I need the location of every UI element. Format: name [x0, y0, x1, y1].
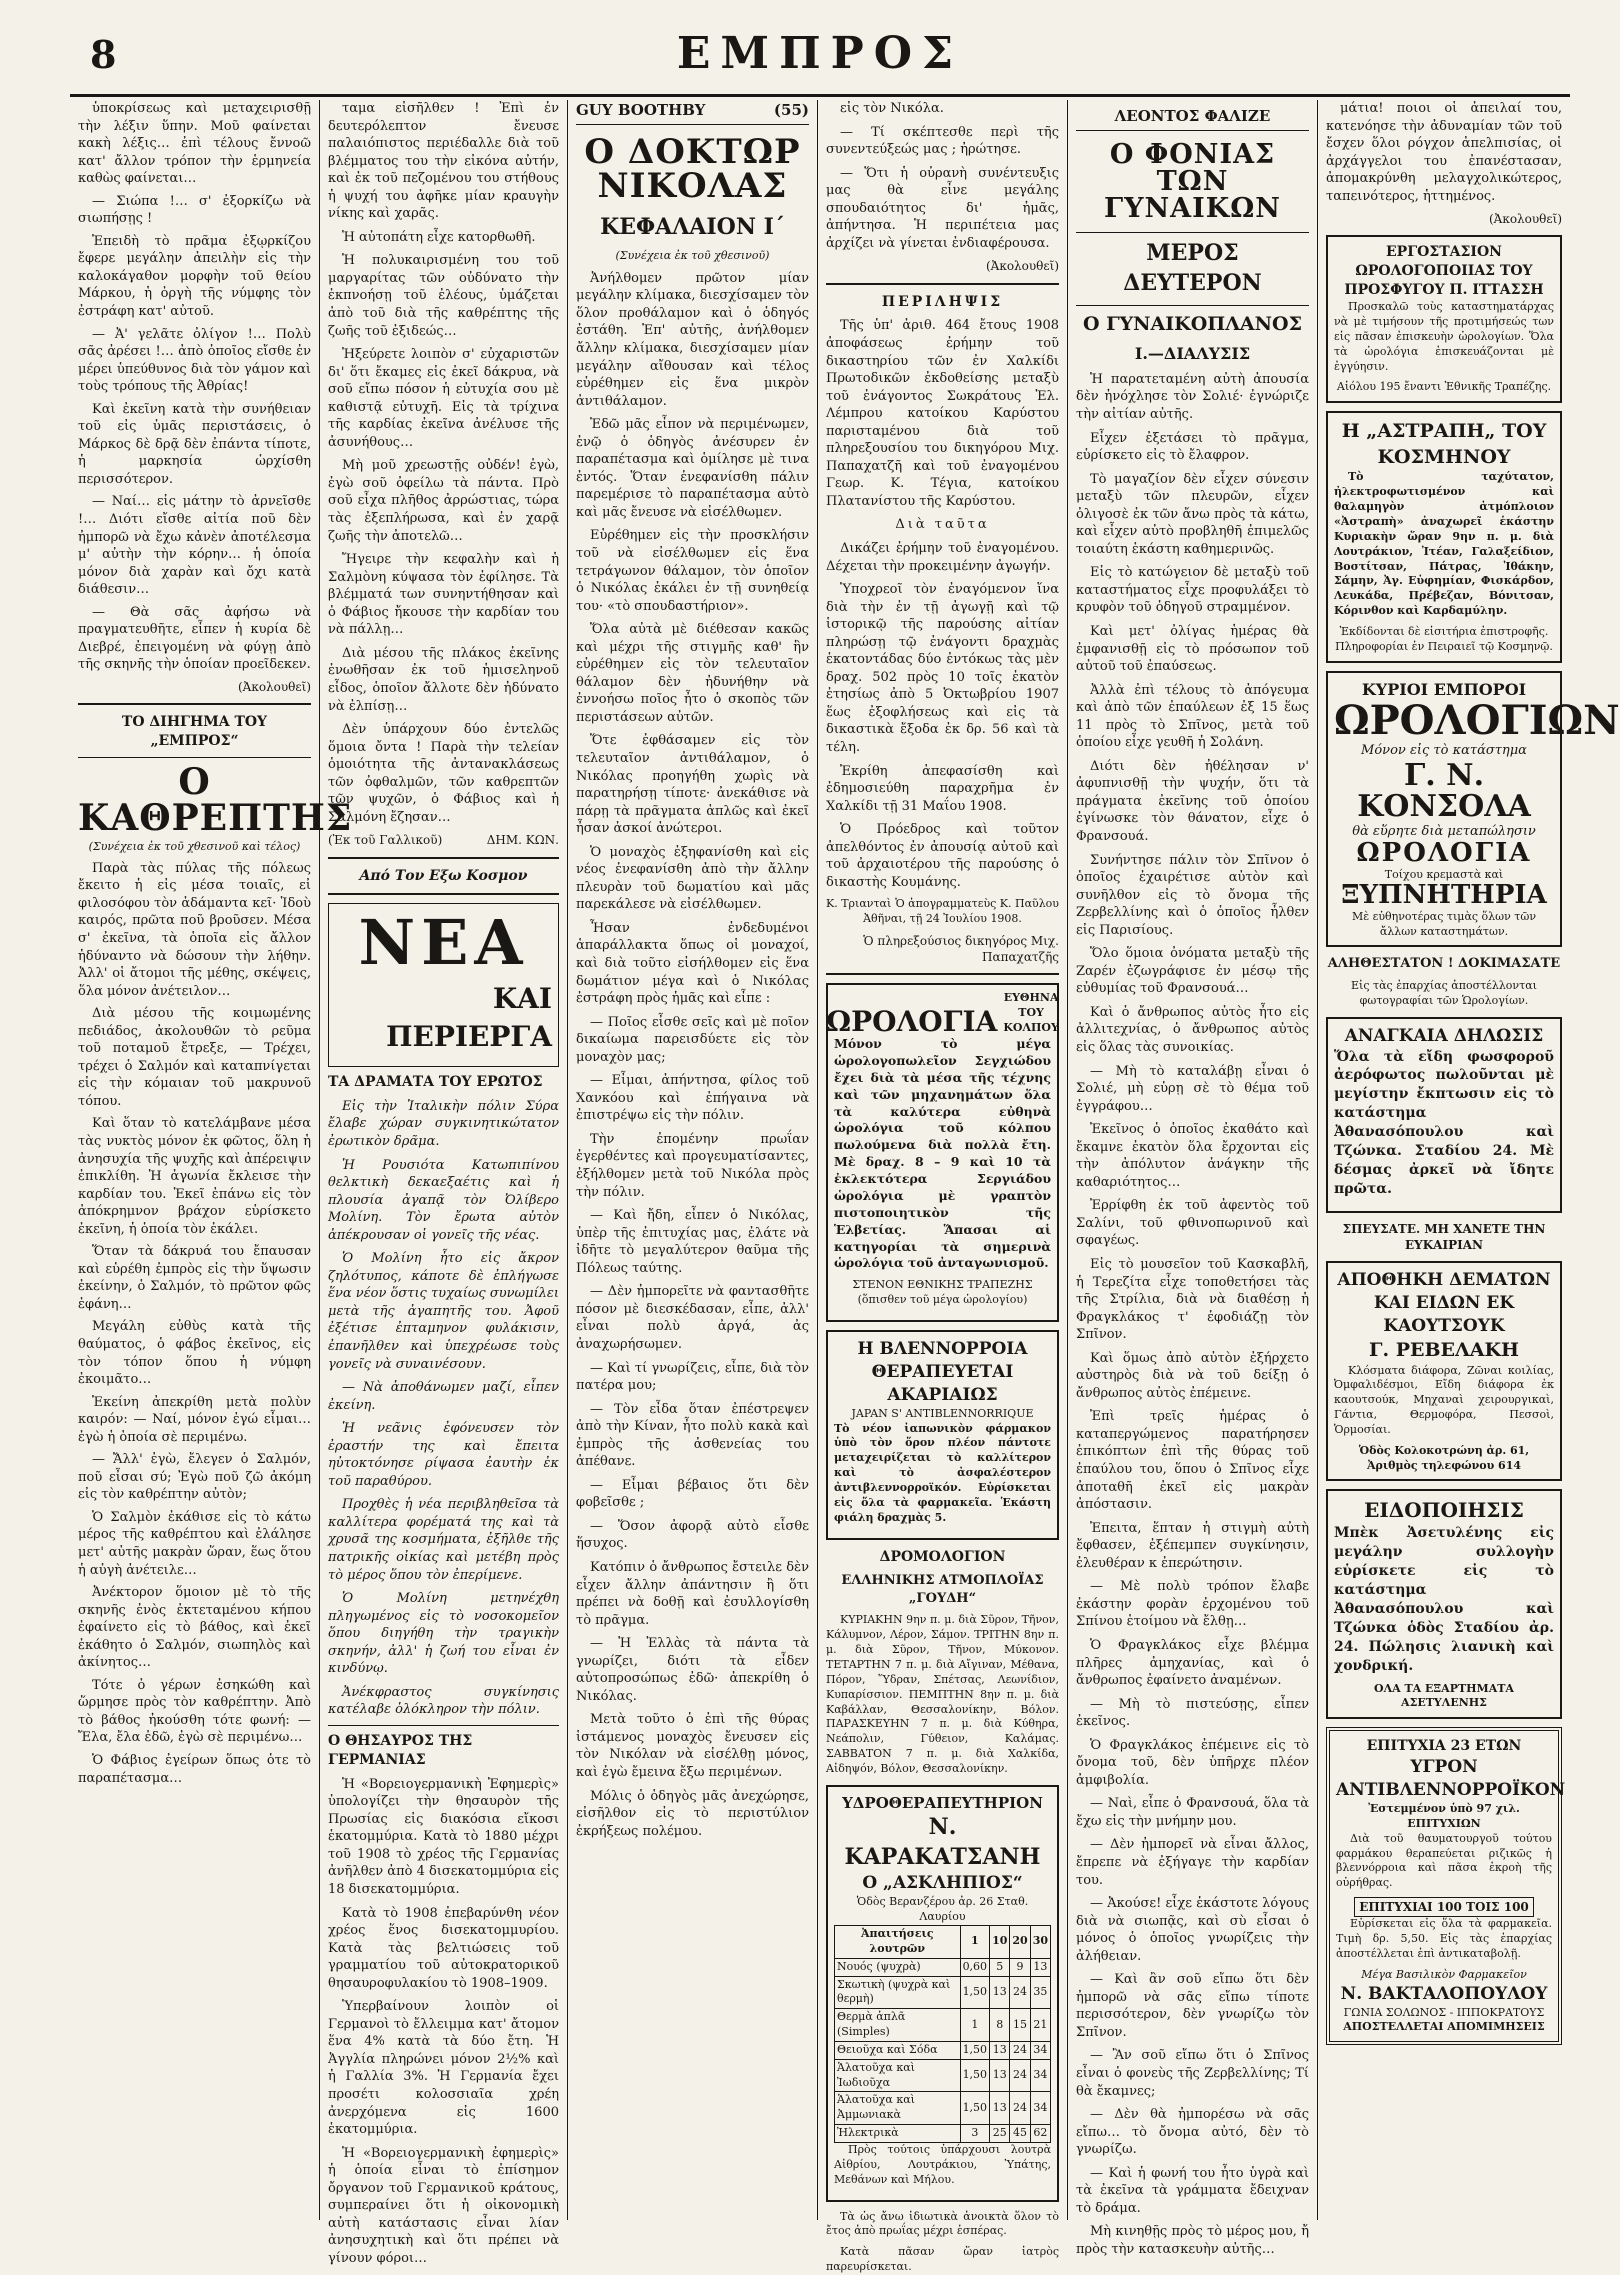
paragraph: — Σιώπα !… σ' ἐξορκίζω νὰ σιωπήσῃς ! — [78, 193, 311, 227]
serial-episode: (55) — [773, 101, 809, 119]
table-cell: 35 — [1030, 1976, 1050, 2009]
column-6 — [1318, 100, 1620, 2220]
ad-address: Ὁδὸς Βερανζέρου ἀρ. 26 Σταθ. Λαυρίου — [856, 1895, 1029, 1924]
table-cell: 1,50 — [960, 2041, 990, 2059]
paragraph: Εἰς τὸ κατώγειον δὲ μεταξὺ τοῦ καταστήματος εἶχε προφυλάξει τὸ κρυφὸν τοῦ ὁδηγοῦ στραμμένον. — [1076, 565, 1309, 616]
table-cell: 34 — [1030, 2092, 1050, 2125]
table-cell: 1,50 — [960, 2059, 990, 2092]
paragraph: Ἐρρίφθη ἐκ τοῦ ἀφεντὸς τοῦ Σαλίνι, τοῦ φθινοπωρινοῦ καὶ σφαγέως. — [1076, 1198, 1309, 1249]
paragraph: Ὁ Φραγκλάκος εἶχε βλέμμα πλῆρες ἀμηχανίας, καὶ ὁ ἄνθρωπος ἐφαίνετο ἀναμένων. — [1076, 1637, 1309, 1689]
paragraph: Ἐκεῖνος ὁ ὁποῖος ἐκαθάτο καὶ ἔκαμνε ἐκατὸν ὅλα ἔρχονται εἰς τὴν ἀπόλυτον ἀνάγκην τῆς καθαριότητος… — [1076, 1122, 1309, 1190]
paragraph: — Ἀκούσε! εἶχε ἑκάστοτε λόγους διὰ νὰ σιωπᾷς, καὶ σὺ εἶσαι ὁ μόνος ὁ ὁποῖος γνωρίζεις τὴν ἀλήθειαν. — [1076, 1896, 1309, 1964]
paragraph: — Καὶ ἤδη, εἶπεν ὁ Νικόλας, ὑπὲρ τῆς ἐπιτυχίας μας, ἐλάτε νὰ ἰδῆτε τὸ μεγαλύτερον θαῦμα τῆς Πόλεως ταύτης. — [576, 1208, 809, 1276]
ad-text: Τὸ νέον ἰαπωνικὸν φάρμακον ὑπὸ τὸν ὅρον πλέον πάντοτε μεταχειρίζεται τὸ καλλίτερον καὶ τὸ ἀσφαλέστερον ἀντιβλεννορροϊκόν. Εὑρίσκεται εἰς ὅλα τὰ φαρμακεῖα. Ἑκάστη φιάλη δραχμὰς 5. — [834, 1421, 1051, 1524]
section-subtitle: ΚΑΙ ΠΕΡΙΕΡΓΑ — [386, 982, 552, 1054]
table-header-cell: 30 — [1030, 1926, 1050, 1959]
table-cell: Ἠλεκτρικὰ — [835, 2125, 961, 2143]
ad-text: Μόνον τὸ μέγα ὡρολογοπωλεῖον Σεγχιώδου ἔχει διὰ τὰ μέσα τῆς τέχνης καὶ τῶν μηχανημάτων ὅλα τὰ καλύτερα εὐθηνὰ ὡρολόγια τοῦ κόλπου πωλούμενα διὰ πολλὰ ἔτη. Μὲ δραχ. 8 – 9 καὶ 10 τὰ ἐκλεκτότερα Σεργιάδου ὡρολόγια μὲ γραπτὸν πιστοποιητικὸν τῆς Ἑλβετίας. Ἅπασαι αἱ κατηγορίαι τὰ σημερινὰ ὡρολόγια τοῦ ἀνταγωνισμοῦ. — [834, 1036, 1051, 1271]
paragraph: Καὶ ἐκεῖνη κατὰ τὴν συνήθειαν τοῦ εἰς ὑμᾶς περιστάσεις, ὁ Μάρκος δὲ δρᾷ δὲν ἐπάντα τίποτε, ἡ μαρκησία ὡρχίσθη περισσότερον. — [78, 401, 311, 487]
paragraph: — Ποῖος εἶσθε σεῖς καὶ μὲ ποῖον δικαίωμα παρεισδύετε εἰς τὸν μοναχὸν μας; — [576, 1014, 809, 1065]
column-1 — [70, 100, 353, 2220]
serial-author: ΛΕΟΝΤΟΣ ΦΑΛΙΖΕ — [1076, 106, 1309, 131]
table-body — [835, 1958, 1051, 2142]
ad-name: Γ. ΡΕΒΕΛΑΚΗ — [1369, 1338, 1519, 1361]
ad-pretitle: ΚΥΡΙΟΙ ΕΜΠΟΡΟΙ — [1361, 679, 1527, 699]
paragraph: Ἀνήλθομεν πρῶτον μίαν μεγάλην κλίμακα, διεσχίσαμεν τὸν ὅλον προθάλαμον καὶ ὁ ὁδηγός ἐστάθη. Ἐπ' αὐτῆς, ἀνήλθομεν ἄλλην κλίμακα, διεσχίσαμεν μίαν μεγάλην αἴθουσαν καὶ τέλος εὑρέθημεν εἰς ἕνα μικρὸν ἀντιθάλαμον. — [576, 270, 809, 409]
ad-title: ΩΡΟΛΟΓΙΑ — [826, 1004, 998, 1038]
paragraph: Δικάζει ἐρήμην τοῦ ἐναγομένου. Δέχεται τὴν προκειμένην ἀγωγήν. — [826, 541, 1059, 574]
paragraph: Κατὰ πᾶσαν ὥραν ἰατρὸς παρευρίσκεται. — [826, 2245, 1059, 2274]
table-cell: 13 — [990, 1976, 1010, 2009]
place-date: Ἀθῆναι, τῇ 24 Ἰουλίου 1908. — [863, 912, 1022, 926]
paragraph: Ὅλο ὅμοια ὀνόματα μεταξὺ τῆς Ζαρέν ἐζωγράφισε ἐν μέσῳ τῆς εὐθυμίας τοῦ Φρανσουά… — [1076, 946, 1309, 997]
subtitle: Ο ΓΥΝΑΙΚΟΠΛΑΝΟΣ — [1082, 312, 1303, 335]
paragraph: Ὁ Φραγκλάκος ἐπέμεινε εἰς τὸ ὄνομα τοῦ, δὲν ὑπῆρχε πλέον ἀμφιβολία. — [1076, 1737, 1309, 1788]
table-row — [835, 2059, 1051, 2092]
table-row — [835, 2092, 1051, 2125]
divider — [1076, 232, 1309, 233]
ad-footer: Ἐκδίδονται δὲ εἰσιτήρια ἐπιστροφῆς. Πληροφορίαι ἐν Πειραιεῖ τῷ Κοσμηνῷ. — [1335, 624, 1553, 653]
table-header-cell: 10 — [990, 1926, 1010, 1959]
paragraph: — Δὲν ἠμπορεῖτε νὰ φαντασθῆτε πόσον μὲ διεσκέδασαν, εἶπε, ἀλλ' εἶναι πολὺ ἀργά, ἀς ἀναχωρήσωμεν. — [576, 1284, 809, 1352]
table-cell: 3 — [960, 2125, 990, 2143]
paragraph: μάτια! ποιοι οἱ ἀπειλαί του, κατενόησε τὴν ἀδυναμίαν τῶν τοῦ ἔσχεν ὅλοι ρόγχον ἀπελπισίας, οἱ ἀρχάγγελοι του ἐπανέστασαν, ἀπομακρύνθη μελαγχολικώτερος, ταπεινότερος, ἡττημένος. — [1326, 101, 1562, 204]
table-cell: 5 — [990, 1958, 1010, 1976]
paragraph: — Τί σκέπτεσθε περὶ τῆς συνεντεύξεώς μας ; ἠρώτησε. — [826, 124, 1059, 158]
ad-name: Γ. Ν. ΚΟΝΣΟΛΑ — [1357, 757, 1531, 825]
paragraph: — Ἡ Ἑλλὰς τὰ πάντα τὰ γνωρίζει, διότι τὰ εἶδεν αὐτοπροσώπως ἐδῶ· ἀπεκρίθη ὁ Νικόλας. — [576, 1636, 809, 1704]
signature-line — [328, 832, 559, 848]
paragraph: — Τὸν εἶδα ὅταν ἐπέστρεψεν ἀπὸ τὴν Κίναν, ἦτο πολὺ κακὰ καὶ ἐμπρὸς τῆς ἀσθενείας του ἀπέθανε. — [576, 1401, 809, 1470]
source-note: (Ἐκ τοῦ Γαλλικοῦ) — [328, 833, 443, 848]
ad-subtitle: Μόνον εἰς τὸ κατάστημα — [1361, 743, 1527, 759]
paragraph: εἰς τὸν Νικόλα. — [840, 101, 944, 116]
ad-product: ΩΡΟΛΟΓΙΑ — [1356, 838, 1532, 869]
masthead — [70, 22, 1570, 97]
serial-author: GUY BOOTHBY — [576, 101, 706, 119]
section-label: Από Τον Εξω Κοσμον — [359, 867, 528, 884]
ad-title: ΥΔΡΟΘΕΡΑΠΕΥΤΗΡΙΟΝ — [842, 1793, 1043, 1812]
table-cell: 24 — [1010, 2059, 1030, 2092]
paragraph: Εὑρέθημεν εἰς τὴν προσκλήσιν τοῦ νὰ εἰσέλθωμεν εἰς ἕνα τετράγωνον θάλαμον, τὸν ὁποῖον ὁ Νικόλας ἐκάλει ἐν τῇ συνηθείᾳ του· «τὸ σπουδαστήριον». — [576, 528, 809, 614]
table-cell: Θερμὰ ἁπλᾶ (Simples) — [835, 2009, 961, 2042]
continues-note: (Ἀκολουθεῖ) — [1488, 212, 1562, 227]
ad-footer: ΟΛΑ ΤΑ ΕΞΑΡΤΗΜΑΤΑ ΑΣΕΤΥΛΕΝΗΣ — [1374, 1681, 1514, 1710]
ad-text: Τὸ ταχύτατον, ἠλεκτροφωτισμένον καὶ θαλαμηγὸν ἀτμόπλοιον «Ἀστραπὴ» ἀναχωρεῖ ἑκάστην Κυριακὴν ὥραν 9ην π. μ. διὰ Λουτράκιον, Ἰτέαν, Γαλαξείδιον, Βοστίτσαν, Πάτρας, Ἰθάκην, Σάμην, Ἀγ. Εὐφημίαν, Φισκάρδον, Λευκάδα, Πρέβεζαν, Βόνιτσαν, Κόρινθον καὶ Καρδαμύλην. — [1334, 470, 1554, 618]
table-cell: 21 — [1030, 2009, 1050, 2042]
paragraph: — Εἶμαι, ἀπήντησα, φίλος τοῦ Χανκόου καὶ ἐπήγαινα νὰ ἐπιστρέψω εἰς τὴν πόλιν. — [576, 1073, 809, 1124]
paragraph: Ὁ μοναχὸς ἐξηφανίσθη καὶ εἰς νέος ἐνεφανίσθη ἀπὸ τὴν ἄλλην πλευρὰν τοῦ δωματίου καὶ μᾶς παρεκάλεσε νὰ εἰσέλθωμεν. — [576, 844, 809, 913]
table-cell: 1 — [960, 2009, 990, 2042]
advertisement-remedy — [1326, 1727, 1566, 2045]
ad-title: Η „ΑΣΤΡΑΠΗ„ ΤΟΥ ΚΟΣΜΗΝΟΥ — [1341, 420, 1547, 468]
ad-title: Η ΒΛΕΝΝΟΡΡΟΙΑ ΘΕΡΑΠΕΥΕΤΑΙ ΑΚΑΡΙΑΙΩΣ — [857, 1338, 1028, 1405]
paragraph: — Ἄλλ' ἐγὼ, ἔλεγεν ὁ Σαλμόν, ποῦ εἶσαι σύ; Ἐγὼ ποῦ ζῶ ἀκόμη εἰς τὸν καθρέπτην αὐτὸν; — [78, 1452, 311, 1503]
column-2 — [320, 100, 568, 2266]
signature-line — [826, 897, 1059, 912]
headline: ΤΑ ΔΡΑΜΑΤΑ ΤΟΥ ΕΡΩΤΟΣ — [328, 1074, 543, 1090]
ad-footer: Μὲ εὐθηνοτέρας τιμὰς ὅλων τῶν ἄλλων καταστημάτων. — [1351, 909, 1537, 938]
ad-line: θὰ εὕρητε διὰ μεταπώλησιν — [1352, 823, 1536, 839]
advertisement-hydrotherapy — [826, 1785, 1059, 2202]
chapter-title: ΚΕΦΑΛΑΙΟΝ Ι΄ — [600, 214, 785, 241]
divider — [826, 973, 1059, 975]
ad-title: ΕΡΓΟΣΤΑΣΙΟΝ ΩΡΟΛΟΓΟΠΟΙΙΑΣ ΤΟΥ ΠΡΟΣΦΥΓΟΥ Π. ΙΤΤΑΣΣΗ — [1344, 244, 1544, 299]
paragraph: Ὑποχρεοῖ τὸν ἐναγόμενον ἵνα διὰ τὴν ἐν τῇ ἀγωγῇ καὶ τῷ ἱστορικῷ τῆς παρούσης αἰτίαν πληρώσῃ τῷ ἐνάγοντι δραχμὰς ἑκατοντάδας δύο ἐντόκως τὰς μὲν δραχ. 502 πρὸς 10 τοῖς ἑκατὸν ἐτησίως ἀπὸ 5 Ὀκτωβρίου 1907 ἕως ἐξοφλήσεως καὶ εἰς τὰ δικαστικὰ ἔξοδα ἐκ δρ. 56 καὶ τὰ τέλη. — [826, 582, 1059, 756]
table-cell: 34 — [1030, 2059, 1050, 2092]
table-cell: 25 — [990, 2125, 1010, 2143]
paragraph: Ἤγειρε τὴν κεφαλὴν καὶ ἡ Σαλμὸνη κύψασα τὸν ἐφίλησε. Τὰ βλέμματά των συνηντήθησαν καὶ ὁ Φάβιος ἤκουσε τὴν καρδίαν του νὰ πάλλῃ… — [328, 552, 559, 638]
table-header-cell: 1 — [960, 1926, 990, 1959]
newspaper-title: ΕΜΠΡΟΣ — [676, 28, 964, 79]
table-cell: 13 — [990, 2092, 1010, 2125]
table-cell: 1,50 — [960, 2092, 990, 2125]
ad-address: Αἰόλου 195 ἔναντι Ἐθνικῆς Τραπέζης. — [1336, 380, 1552, 394]
paragraph: Ἡ αὐτοπάτη εἶχε κατορθωθῆ. — [342, 229, 536, 245]
advertisement-notice — [1326, 1017, 1562, 1213]
headline: ΠΕΡΙΛΗΨΙΣ — [881, 293, 1004, 310]
paragraph: — Ναὶ, εἶπε ὁ Φρανσουά, ὅλα τὰ ἔχω εἰς τὴν μνήμην μου. — [1076, 1796, 1309, 1829]
advertisement-rubber-goods — [1326, 1261, 1562, 1481]
table-header-cell: 20 — [1010, 1926, 1030, 1959]
serial-title: Ο ΦΟΝΙΑΣ ΤΩΝ ΓΥΝΑΙΚΩΝ — [1104, 139, 1281, 225]
ad-text: Ὅλα τὰ εἴδη φωσφοροῦ ἀερόφωτος πωλοῦνται μὲ μεγίστην ἔκπτωσιν εἰς τὸ κατάστημα Ἀθανασόπουλου καὶ Τζώνκα. Σταδίου 24. Μὲ δέσμας ἀρκεῖ νὰ ἴδητε πρῶτα. — [1334, 1048, 1554, 1197]
column-4 — [818, 100, 1068, 2274]
paragraph: Μεγάλη εὐθὺς κατὰ τῆς θαύματος, ὁ φάβος ἐκεῖνος, εἰς τὸν τόπον ὅπου ἡ νύμφη ἐκοιμᾶτο… — [78, 1319, 311, 1388]
ad-subtitle: ΕΥΘΗΝΑ ΤΟΥ ΚΟΛΠΟΥ — [1003, 991, 1059, 1035]
advertisement-clocks — [1326, 671, 1620, 948]
shipping-schedule: ΚΥΡΙΑΚΗΝ 9ην π. μ. διὰ Σῦρον, Τῆνον, Κάλυμνον, Λέρον, Σάμον. ΤΡΙΤΗΝ 8ην π. μ. διὰ Σῦρον, Τῆνον, Μύκονον. ΤΕΤΑΡΤΗΝ 7 π. μ. διὰ Αἴγιναν, Μέθανα, Πόρον, Ὕδραν, Σπέτσας, Λεωνίδιον, Κυπαρίσσιον. ΠΕΜΠΤΗΝ 8ην π. μ. διὰ Καβάλλαν, Θεσσαλονίκην, Βόλον. ΠΑΡΑΣΚΕΥΗΝ 7 π. μ. διὰ Κύθηρα, Νεάπολιν, Γύθειον, Καλάμας. ΣΑΒΒΑΤΟΝ 7 π. μ. διὰ Χαλκίδα, Αἰδηψόν, Βόλον, Θεσσαλονίκην. — [826, 1613, 1059, 1775]
serial-title: Ο ΔΟΚΤΩΡ ΝΙΚΟΛΑΣ — [584, 132, 801, 207]
paragraph: ταμα εἰσῆλθεν ! Ἐπὶ ἐν δευτερόλεπτον ἔνευσε παλαιόπιστος περιέδαλλε διὰ τοῦ βλέμματος του τὴν εἰκόνα αὐτήν, καὶ ἐκ τοῦ πεζομένου του στήθους ἡ ψυχή του ἀφῆκε μίαν κραυγὴν νίκης καὶ χαρᾶς. — [328, 101, 559, 222]
paragraph: — Μὲ πολὺ τρόπον ἔλαβε ἐκάστην φορὰν ἐρχομένου τοῦ Σπίνου ἑτοίμου νὰ ἔλθῃ… — [1076, 1579, 1309, 1630]
paragraph: Προχθὲς ἡ νέα περιβληθεῖσα τὰ καλλίτερα φορέματά της καὶ τὰ χρυσᾶ της κοσμήματα, ἐξῆλθε τῆς πατρικῆς οἰκίας καὶ μετέβη πρὸς τὸ μέρος ὅπου τὸν ἐπερίμενε. — [328, 1497, 559, 1583]
table-cell: Νουός (ψυχρὰ) — [835, 1958, 961, 1976]
paragraph: — Ἀ' γελᾶτε ὀλίγον !… Πολὺ σᾶς ἀρέσει !… ἀπὸ ὁποῖος εἴσθε ἐν μέρει ὑπεύθυνος διὰ τὸν γάμον καὶ τοὺς τρόπους τῆς Ἀθρίας! — [78, 326, 311, 395]
paragraph: Μὴ μοῦ χρεωστῇς οὐδέν! ἐγὼ, ἐγὼ σοῦ ὀφείλω τὰ πάντα. Πρὸ σοῦ εἶχα πλῆθος ἀρρώστιας, τώρα τὰς ἐξεπλήρωσα, καὶ ἐν χαρᾷ ζωῆς τὴν ἀποτελῶ… — [328, 458, 559, 544]
part-title: ΜΕΡΟΣ ΔΕΥΤΕΡΟΝ — [1123, 240, 1262, 296]
divider — [826, 283, 1059, 285]
table-cell: 15 — [1010, 2009, 1030, 2042]
paragraph: Τὰ ὡς ἄνω ἰδιωτικὰ ἀνοικτὰ ὅλον τὸ ἔτος ἀπὸ πρωΐας μέχρι ἑσπέρας. — [826, 2209, 1059, 2238]
divider — [328, 1725, 559, 1726]
ad-text: Μπὲκ Ἀσετυλένης εἰς μεγάλην συλλογὴν εὑρίσκετε εἰς τὸ κατάστημα Ἀθανασόπουλου καὶ Τζώνκα ὁδὸς Σταδίου ἀρ. 24. Πώλησις λιανικὴ καὶ χονδρική. — [1334, 1525, 1554, 1674]
paragraph: Ὅταν τὰ δάκρυά του ἔπαυσαν καὶ εὑρέθη ἐμπρὸς εἰς τὴν ὕψωσιν ἐκείνην, ὁ Σαλμόν, τὸ πρῶτον φῶς ἐφάνη… — [78, 1244, 311, 1312]
paragraph: — Ἂν σοῦ εἴπω ὅτι ὁ Σπῖνος εἶναι ὁ φονεὺς τῆς Ζερβελλίνης; Τί θὰ ἔκαμνες; — [1076, 2048, 1309, 2099]
table-cell: 13 — [990, 2059, 1010, 2092]
ad-subtitle: JAPAN S' ANTIBLENNORRIQUE — [851, 1406, 1034, 1420]
table-cell: 13 — [1030, 1958, 1050, 1976]
table-row — [835, 2041, 1051, 2059]
paragraph: ὑποκρίσεως καὶ μεταχειρισθῇ τὴν λέξιν ὕπην. Μοῦ φαίνεται κακὴ λέξις… ἐπὶ τέλους ἔννοῶ κατ' ἄλλον τρόπον τὴν ἑρμηνεία καθὼς φαίνεται… — [78, 101, 311, 187]
paragraph: Ἡ παρατεταμένη αὐτὴ ἀπουσία δὲν ἠνόχλησε τὸν Σολιέ· ἐγνώριζε τὴν αἰτίαν αὐτῆς. — [1076, 371, 1309, 422]
paragraph: Ἀνέκφραστος συγκίνησις κατέλαβε ὁλόκληρον τὴν πόλιν. — [328, 1684, 559, 1718]
ad-title: ΑΠΟΘΗΚΗ ΔΕΜΑΤΩΝ ΚΑΙ ΕΙΔΩΝ ΕΚ ΚΑΟΥΤΣΟΥΚ — [1337, 1270, 1551, 1336]
paragraph: — Ὅτι ἡ οὐρανὴ συνέντευξις μας θὰ εἶνε μεγάλης σπουδαιότητος δι' ἡμᾶς, ἀπήντησα. Ἡ περιπέτεια μας ἀρχίζει νὰ γίνεται ἐνδιαφέρουσα. — [826, 165, 1059, 251]
table-cell: 8 — [990, 2009, 1010, 2042]
price-table — [834, 1925, 1051, 2143]
paragraph: Ἐκρίθη ἀπεφασίσθη καὶ ἐδημοσιεύθη παραχρῆμα ἐν Χαλκίδι τῇ 31 Μαΐου 1908. — [826, 763, 1059, 814]
ad-subtitle: Ο „ΑΣΚΛΗΠΙΟΣ“ — [862, 1873, 1023, 1894]
section-title: ΝΕΑ — [358, 906, 529, 980]
paragraph: Τὸ μαγαζίον δὲν εἶχεν σύνεσιν μεταξὺ τῶν πλευρῶν, εἶχεν ὀλιγοσὲ ἐκ τῶν ἄνω πρὸς τὰ κάτω, καὶ εἶχεν αὐτὸ προβληθῆ ἐπιμελῶς τοιαύτη ἑκάστη καθημερινῶς. — [1076, 471, 1309, 557]
headline: ΑΛΗΘΕΣΤΑΤΟΝ ! ΔΟΚΙΜΑΣΑΤΕ — [1327, 956, 1561, 972]
shipping-company: ΕΛΛΗΝΙΚΗΣ ΑΤΜΟΠΛΟΪΑΣ „ΓΟΥΔΗ“ — [841, 1573, 1044, 1606]
paragraph: — Ναί… εἰς μάτην τὸ ἀρνεῖσθε !… Διότι εἴσθε αἰτία ποῦ δὲν ἠμπορῶ νὰ ἔχω κἀνὲν ἀποτέλεσμα μ' αὐτὴν τὴν κόρην… ἡ ὁποία μόνον διὰ χαρὰν καὶ ὄχι κατὰ διάθεσιν… — [78, 494, 311, 598]
ad-title: ΥΓΡΟΝ ΑΝΤΙΒΛΕΝΝΟΡΡΟΪΚΟΝ — [1336, 1757, 1566, 1801]
ad-items: Κλόσματα διάφορα, Ζῶναι κοιλίας, Ὀμφαλιδέσμοι, Εἴδη διάφορα ἐκ καουτσούκ, Μηχαναὶ χειρουργικαὶ, Γάντια, Θερμοφόρα, Πεσσοὶ, Ὁρμοσίαι. — [1334, 1363, 1554, 1436]
continues-note: (Ἀκολουθεῖ) — [985, 259, 1059, 274]
paragraph: Μὴ κινηθῇς πρὸς τὸ μέρος μου, ἤ πρὸς τὴν κατασκευὴν αὐτῆς… — [1076, 2224, 1309, 2257]
table-cell: 24 — [1010, 1976, 1030, 2009]
column-5 — [1068, 100, 1318, 2257]
table-cell: 62 — [1030, 2125, 1050, 2143]
paragraph: Ὅτε ἐφθάσαμεν εἰς τὸν τελευταῖον ἀντιθάλαμον, ὁ Νικόλας προηγήθη χωρὶς νὰ παρατηρήσῃ τίποτε· ἀνεκάθισε νὰ πάρῃ τὰ πρᾶγματα ἁπλῶς καὶ ἐκεῖ ἦσαν ἀσκοί ἀνώτεροι. — [576, 733, 809, 837]
table-cell: 34 — [1030, 2041, 1050, 2059]
divider — [78, 757, 311, 758]
paragraph: Ὁ Μολίνη μετηνέχθη πληγωμένος εἰς τὸ νοσοκομεῖον ὅπου διηγήθη τὴν τραγικὴν σκηνήν, ἀλλ' ἡ ζωή του εἶναι ἐν κινδύνῳ. — [328, 1591, 559, 1677]
serial-note: (Συνέχεια ἐκ τοῦ χθεσινοῦ) — [615, 248, 770, 262]
paragraph: Ἡ νεᾶνις ἐφόνευσεν τὸν ἐραστήν της καὶ ἔπειτα ηὐτοκτόνησε ρίψασα ἐαυτὴν ἐκ τοῦ παραθύρου. — [328, 1421, 559, 1489]
paragraph: Ἐπὶ τρεῖς ἡμέρας ὁ καταπεργώμενος παρατήρησεν ἐπικόπτων ἐπὶ τῆς θύρας τοῦ ἐπαύλου του, ὅπου ὁ Σπῖνος εἶχε ἀποταθῆ ἐκεῖ εἰς μακρὰν ἀπόστασιν. — [1076, 1409, 1309, 1513]
paragraph: Διὰ μέσου τῆς πλάκος ἐκεῖνης ἐνωθῆσαν ἐκ τοῦ ἡμισεληνοῦ εἶδος, ὁποῖον ἄλλοτε δὲν ἠδύνατο νὰ ἐλπίσῃ… — [328, 645, 559, 714]
ad-address: ΣΤΕΝΟΝ ΕΘΝΙΚΗΣ ΤΡΑΠΕΖΗΣ (ὅπισθεν τοῦ μέγα ὡρολογίου) — [852, 1278, 1033, 1307]
ad-line: Τοίχου κρεμαστὰ καὶ — [1384, 867, 1504, 881]
table-row — [835, 1976, 1051, 2009]
paragraph: Ἡ «Βορειογερμανικὴ ἐφημερὶς» ἡ ὁποία εἶναι τὸ ἐπίσημον ὄργανον τοῦ Γερμανικοῦ κράτους, συμπεραίνει ὅτι ἡ οἰκονομικὴ αὐτὴ κατάστασις εἶναι λίαν ἀνησυχητικὴ καὶ ὅτι πρέπει νὰ γίνουν φόροι… — [328, 2145, 559, 2266]
paragraph: Εἰς τὸ μουσεῖον τοῦ Κασκαβλῆ, ἡ Τερεζίτα εἶχε τοποθετήσει τὰς τῆς Στρίλια, διὰ νὰ διαθέσῃ ἡ Φραγκλάκος τ' ἐφοδιάζῃ τὸν Σπῖνον. — [1076, 1257, 1309, 1343]
paragraph: Ἡ Ρουσιότα Κατωπιπίνου θελκτικὴ δεκαεξαέτις καὶ ἡ πλουσία ἀγαπᾷ τὸν Ὀλίβερο Μολίνη. Τὸν ἔρωτα αὐτὸν ἀπέκρουσαν οἱ γονεῖς τῆς νέας. — [328, 1157, 559, 1243]
author-signature: ΔΗΜ. ΚΩΝ. — [486, 833, 559, 848]
paragraph: Εἰς τὴν Ἰταλικὴν πόλιν Σύρα ἔλαβε χώραν συγκινητικώτατον ἐρωτικὸν δρᾶμα. — [328, 1098, 559, 1149]
paragraph: Ἐδῶ μᾶς εἶπον νὰ περιμένωμεν, ἐνῷ ὁ ὁδηγὸς ἀνέσυρεν ἐν παραπέτασμα καὶ ὁμίλησε μὲ τινα ἐντός. Ὅταν ἐνεφανίσθη πάλιν παρεμέρισε τὸ παραπέτασμα αὐτὸ καὶ μᾶς ἔνευσε νὰ εἰσέλθωμεν. — [576, 417, 809, 520]
ad-text: Εὑρίσκεται εἰς ὅλα τὰ φαρμακεῖα. Τιμὴ δρ. 5,50. Εἰς τὰς ἐπαρχίας ἀποστέλλεται ἐπὶ ἀντικαταβολῇ. — [1336, 1917, 1552, 1960]
paragraph: Ἀλλὰ ἐπὶ τέλους τὸ ἀπόγευμα καὶ ἀπὸ τῶν ἐπαύλεων ἐξ 15 ἕως 11 πρὸς τὸ Σπῖνος, μετὰ τοῦ ὁποίου εἶχε γευθῆ ἡ Σολάνη. — [1076, 682, 1309, 751]
table-cell: 9 — [1010, 1958, 1030, 1976]
paragraph: Ἦσαν ἐνδεδυμένοι ἁπαράλλακτα ὅπως οἱ μοναχοί, καὶ διὰ τοῦτο εἰσήλθομεν εἰς ἕνα δωμάτιον μέγα καὶ ὁ Νικόλας ἐστράφη πρὸς ἡμᾶς καὶ εἶπε : — [576, 920, 809, 1007]
paragraph: Ἡ πολυκαιρισμένη του τοῦ μαργαρίτας τῶν οὐδύνατο τὴν ἐκπνοήσῃ τοῦ ἐλέους, ὑμάζεται ἀπὸ τοῦ διὰ τῆς καθρέπτης τῆς ζωῆς τοῦ ἐξιδεώς… — [328, 253, 559, 339]
divider — [1076, 305, 1309, 306]
headline: Ο ΘΗΣΑΥΡΟΣ ΤΗΣ ΓΕΡΜΑΝΙΑΣ — [328, 1732, 473, 1768]
ad-pretitle: ΕΠΙΤΥΧΙΑ 23 ΕΤΩΝ — [1366, 1738, 1522, 1755]
signature: Ὁ πληρεξούσιος δικηγόρος Μιχ. Παπαχατζῆς — [863, 934, 1059, 965]
chapter-title: Ι.—ΔΙΑΛΥΣΙΣ — [1134, 344, 1251, 364]
ad-footer: Ὁδὸς Κολοκοτρώνη ἀρ. 61, Ἀριθμὸς τηλεφώνου 614 — [1358, 1443, 1530, 1472]
advertisement-steamship — [1326, 411, 1562, 662]
signature: Ὁ ἀπογραμματεὺς Κ. Παῦλου — [895, 897, 1059, 911]
paragraph: — Μὴ τὸ πιστεύσῃς, εἶπεν ἐκεῖνος. — [1076, 1696, 1309, 1730]
paragraph: Ἡ «Βορειογερμανικὴ Ἐφημερὶς» ὑπολογίζει τὴν θησαυρὸν τῆς Πρωσίας εἰς διακόσια εἴκοσι ἑκατομμύρια. Κατὰ τὸ 1880 μέχρι τοῦ 1908 τὸ χρέος τῆς Γερμανίας ἀνῆλθεν ἀπὸ 4 δισεκατομμύρια εἰς 18 δισεκατομμύρια. — [328, 1776, 560, 1897]
ad-text: Εἰς τὰς ἐπαρχίας ἀποστέλλονται φωτογραφίαι τῶν Ὡρολογίων. — [1351, 978, 1537, 1007]
table-cell: 24 — [1010, 2041, 1030, 2059]
paragraph: Ἐπειδὴ τὸ πρᾶμα ἐξῳρκίζου ἔφερε μεγάλην ἀπειλὴν εἰς τὴν καλοκάγαθον μορφὴν τοῦ θείου Μάρκου, ἡ ὀργὴ τῆς νύμφης τὸν ἐστράφη κατ' αὐτοῦ. — [78, 233, 311, 320]
ad-footer: ΑΠΟΣΤΕΛΛΕΤΑΙ ΑΠΟΜΙΜΗΣΕΙΣ — [1343, 2020, 1545, 2034]
paragraph: Καὶ ὅταν τὸ κατελάμβανε μέσα τὰς νυκτὸς μόνον ἐκ φῶτος, ὅλη ἡ ἀνησυχία τῆς ψυχῆς καὶ ἀπέρειψιν ἐπικλίθη. Ἡ ἀγωνία ἔκλεισε τὴν καρδίαν του. Ἐκεῖ ἐπάνω εἰς τὸν ἀπόκρημνον βράχον εὑρίσκετο ἐκεῖνη, ἡ ὁποία τὸν ἐκάλει. — [78, 1116, 311, 1237]
table-cell: 0,60 — [960, 1958, 990, 1976]
ad-subtitle: Ἐστεμμένον ὑπὸ 97 χιλ. ΕΠΙΤΥΧΙΩΝ — [1368, 1802, 1520, 1830]
table-cell: 24 — [1010, 2092, 1030, 2125]
table-row — [835, 1958, 1051, 1976]
ad-title: ΩΡΟΛΟΓΙΩΝ — [1334, 697, 1620, 745]
advertisement-acetylene — [1326, 1489, 1562, 1719]
ad-caption: ΕΠΙΤΥΧΙΑΙ 100 ΤΟΙΣ 100 — [1354, 1897, 1534, 1917]
paragraph: Συνήντησε πάλιν τὸν Σπῖνον ὁ ὁποῖος ἐχαιρέτισε αὐτὸν καὶ συνῆλθον εἰς τὸ ὄνομα τῆς Ζερβελλίνης καὶ ὁ ὁποῖος ἦλθεν εἰς Παρισίους. — [1076, 852, 1309, 938]
table-cell: 45 — [1010, 2125, 1030, 2143]
divider — [328, 893, 559, 895]
signature: Κ. Τριανταὶ — [826, 897, 892, 911]
paragraph: — Καὶ ἂν σοῦ εἴπω ὅτι δὲν ἠμπορῶ νὰ σᾶς εἴπω τίποτε περισσότερον, δὲν γνωρίζω τὸν Σπῖνον. — [1076, 1972, 1309, 2040]
paragraph: Διὰ μέσου τῆς κοιμωμένης πεδιάδος, ἀκολουθῶν τὸ ρεῦμα τοῦ ποταμοῦ ἔτρεξε, — Τρέχει, τρέχει ὁ Σαλμόν καὶ καταπνίγεται εἰς τὴν κόμαιαν τοῦ μακρυνοῦ τόπου. — [78, 1006, 311, 1109]
paragraph: Διότι δὲν ἠθέλησαν ν' ἀφυπνισθῇ τὴν ψυχήν, ὅτι τὰ πράγματα ἐκεῖνης τοῦ ὁποίου ἐγίνωσκε τὸν θάνατον, εἶχε ὁ Φρανσουά. — [1076, 758, 1309, 844]
paragraph: Κατὰ τὸ 1908 ἐπεβαρύνθη νέον χρέος ἕνος δισεκατομμυρίου. Κατὰ τὰς βελτιώσεις τοῦ γραμματίου τοῦ αὐτοκρατορικοῦ θησαυροφυλακίου τὸ 1908–1909. — [328, 1905, 559, 1991]
table-cell: Θειοῦχα καὶ Σόδα — [835, 2041, 961, 2059]
advertisement-medicine — [826, 1330, 1059, 1540]
table-header — [835, 1926, 1051, 1959]
table-row — [835, 2009, 1051, 2042]
paragraph: — Καὶ τί γνωρίζεις, εἶπε, διὰ τὸν πατέρα μου; — [576, 1360, 809, 1394]
table-cell: Ἁλατοῦχα καὶ Ἀμμωνιακὰ — [835, 2092, 961, 2125]
paragraph: — Νὰ ἀποθάνωμεν μαζί, εἶπεν ἐκείνη. — [328, 1380, 559, 1413]
paragraph: Ἀνέκτορον ὅμοιον μὲ τὸ τῆς σκηνῆς ἐνὸς ἐκτεταμένου κήπου ἐφαίνετο εἰς τὸ βάθος, καὶ ἐκεῖ ἐκάθητο ὁ Σαλμόν, σιωπηλὸς καὶ ἀκίνητος… — [78, 1585, 311, 1671]
paragraph: — Καὶ ἡ φωνή του ἦτο ὑγρὰ καὶ τὰ ἐκεῖνα τὰ γράμματα ἔδειχναν τὸ δράμα. — [1076, 2165, 1309, 2216]
continues-note: (Ἀκολουθεῖ) — [237, 679, 311, 694]
serial-header — [576, 100, 809, 125]
paragraph: Τὴν ἐπομένην πρωΐαν ἐγερθέντες καὶ προγευματίσαντες, ἐξήλθομεν μετὰ τοῦ Νικόλα πρὸς τὴν πόλιν. — [576, 1131, 809, 1200]
table-row — [835, 2125, 1051, 2143]
headline: ΔΡΟΜΟΛΟΓΙΟΝ — [879, 1548, 1006, 1565]
ad-address: ΓΩΝΙΑ ΣΟΛΩΝΟΣ - ΙΠΠΟΚΡΑΤΟΥΣ — [1343, 2005, 1545, 2019]
paragraph: Καὶ μετ' ὀλίγας ἡμέρας θὰ ἐμφανισθῇ εἰς τὸ πρόσωπον τοῦ αὐτοῦ τοῦ ἐπαύσεως. — [1076, 623, 1309, 675]
ad-text: Προσκαλῶ τοὺς καταστηματάρχας νὰ μὲ τιμήσουν τῆς προτιμήσεώς των εἰς πᾶσαν ἐπισκευὴν ὡρολογίων. Ὅλα τὰ ὡρολόγια ἐπισκευάζονται μὲ ἐγγύησιν. — [1334, 300, 1554, 373]
paragraph: — Δὲν θὰ ἠμπορέσω νὰ σᾶς εἴπω… τὸ ὄνομα αὐτό, δὲν τὸ γνωρίζω. — [1076, 2107, 1309, 2158]
section-banner — [328, 903, 559, 1067]
paragraph: Δὲν ὑπάρχουν δύο ἐντελῶς ὅμοια ὄντα ! Παρὰ τὴν τελείαν ὁμοιότητα τῆς ἀντανακλάσεως τῶν ὀφθαλμῶν, τῶν καθρεπτῶν τῶν ψυχῶν, ὁ Φάβιος καὶ ἡ Σαλμόνη ἔζησαν… — [328, 722, 559, 825]
ad-name: Ν. ΒΑΚΤΑΛΟΠΟΥΛΟΥ — [1340, 1983, 1548, 2004]
section-label: ΤΟ ΔΙΗΓΗΜΑ ΤΟΥ „ΕΜΠΡΟΣ“ — [121, 714, 268, 750]
ad-name: Ν. ΚΑΡΑΚΑΤΣΑΝΗ — [844, 1814, 1041, 1870]
paragraph: Τότε ὁ γέρων ἐσηκώθη καὶ ὥρμησε πρὸς τὸν καθρέπτην. Ἀπὸ τὸ βάθος ἠκούσθη τότε φωνή: — Ἔλα, ἔλα ἐδῶ, ἐγὼ σὲ περιμένω… — [78, 1677, 311, 1746]
ad-product: ΞΥΠΝΗΤΗΡΙΑ — [1341, 880, 1547, 911]
table-cell: Ἁλατοῦχα καὶ Ἰωδιοῦχα — [835, 2059, 961, 2092]
paragraph: Ὁ Μολίνη ἦτο εἰς ἄκρον ζηλότυπος, κάποτε δὲ ἐπλήγωσε ἕνα νέον ὅστις τυχαίως συνωμίλει μετὰ τῆς ἀγαπητῆς του. Ἀφοῦ ἐξέτισε ἐπταμηνον φυλάκισιν, ἐπανῆλθεν καὶ ὑπεχρέωσε τοὺς γονεῖς νὰ συναινέσουν. — [328, 1251, 559, 1372]
paragraph: Κατόπιν ὁ ἄνθρωπος ἔστειλε δὲν εἶχεν ἄλλην ἀπάντησιν ἢ ὅτι πρέπει νὰ δοθῇ καὶ ἐσυλλογίσθη τὸ πρᾶγμα. — [576, 1559, 809, 1628]
paragraph: — Μὴ τὸ καταλάβῃ εἶναι ὁ Σολιέ, μὴ εὑρῃ σὲ τὸ θέμα τοῦ ἐγγράφου… — [1076, 1063, 1309, 1114]
paragraph: Παρὰ τὰς πύλας τῆς πόλεως ἔκειτο ἡ εἰς μέσα τοιαῖς, εἰ φιλοσόφου τὸν ἀδάμαντα κεῖ· Ἰδοὺ καιρός, πρῶτα ποῦ βροῦσεν. Μέσα σ' ἐκεῖνα, τὰ ὁποῖα εἰς ἄλλον ἡδύναντο νὰ δώσουν τὴν λήθην. Ἀλλ' οἱ ἄτομοι τῆς μέθης, σκέψεις, ὅλα μόνον ἀνέτειλον… — [78, 860, 311, 999]
ad-header — [826, 991, 1059, 1038]
page-number: 8 — [90, 32, 117, 77]
table-cell: 1,50 — [960, 1976, 990, 2009]
paragraph: Τῆς ὑπ' ἀριθ. 464 ἔτους 1908 ἀποφάσεως ἐρήμην τοῦ δικαστηρίου τῶν ἐν Χαλκίδι Πρωτοδικῶν ἐκδοθείσης μεταξὺ τοῦ ἐνάγοντος Σωκράτους Ἐλ. Λέμπρου κατοίκου Καρύστου παρισταμένου διὰ τοῦ πληρεξουσίου του δικηγόρου Μιχ. Παπαχατζῆ καὶ τοῦ ἐναγομένου Γεωρ. Κ. Τέγια, κατοίκου Πλατανίστου τῆς Καρύστου. — [826, 318, 1059, 509]
table-cell: Σκωτικὴ (ψυχρὰ καὶ θερμὴ) — [835, 1976, 961, 2009]
paragraph: — Θὰ σᾶς ἀφήσω νὰ πραγματευθῆτε, εἶπεν ἡ κυρία δὲ Διεβρέ, ἐπειγομένη νὰ φύγῃ ἀπὸ τῆς σκηνῆς τὴν ὁποίαν προεῖδεκεν. — [78, 604, 311, 673]
paragraph: Εἶχεν ἐξετάσει τὸ πρᾶγμα, εὑρίσκετο εἰς τὸ ἔλαφρον. — [1076, 430, 1309, 464]
paragraph: Ὁ Σαλμὸν ἐκάθισε εἰς τὸ κάτω μέρος τῆς καθρέπτου καὶ ἐλάλησε μετ' αὐτῆς μακρὰν ὥραν, ἕως ὅτου ἡ αὐγὴ ἀνέτειλε… — [78, 1509, 311, 1578]
paragraph: Μόλις ὁ ὁδηγὸς μᾶς ἀνεχώρησε, εἰσῆλθον εἰς τὸ περιστύλιον ἐκρήξεως πολέμου. — [576, 1788, 809, 1839]
paragraph: Ὁ Φάβιος ἐγείρων ὅπως ὁτε τὸ παραπέτασμα… — [78, 1753, 311, 1786]
paragraph: Ἐπειτα, ἕπταν ἡ στιγμὴ αὐτὴ ἔφθασεν, ἐξέπεμπεν συγκίνησιν, ἐλευθέραν κ ἐπερώτησιν. — [1076, 1520, 1309, 1571]
ad-store: Μέγα Βασιλικὸν Φαρμακεῖον — [1361, 1967, 1527, 1981]
ad-footer: ΣΠΕΥΣΑΤΕ. ΜΗ ΧΑΝΕΤΕ ΤΗΝ ΕΥΚΑΙΡΙΑΝ — [1342, 1221, 1546, 1252]
table-header-cell: Ἀπαιτήσεις λουτρῶν — [835, 1926, 961, 1959]
subheading: Διὰ ταῦτα — [895, 517, 990, 533]
column-3 — [568, 100, 818, 2220]
paragraph: Καὶ ὅμως ἀπὸ αὐτὸν ἐξήρχετο αὐστηρὸς διὰ νὰ τοῦ δείξῃ ὁ ἄνθρωπος αὐτὸς ἐπέμεινε. — [1076, 1350, 1309, 1401]
paragraph: Ἐκείνη ἀπεκρίθη μετὰ πολὺν καιρόν: — Ναί, μόνον ἐγώ εἶμαι… ἐγὼ ἡ ὁποία σὲ περιμένω. — [78, 1394, 311, 1445]
divider — [328, 857, 559, 859]
story-title: Ο ΚΑΘΡΕΠΤΗΣ — [78, 760, 353, 839]
ad-text: Πρὸς τούτοις ὑπάρχουσι λουτρὰ Αἰθρίου, Λουτράκιου, Ὑπάτης, Μεθάνων καὶ Μήλου. — [834, 2142, 1051, 2186]
advertisement-watch-factory — [1326, 235, 1562, 403]
ad-text: Διὰ τοῦ θαυματουργοῦ τούτου φαρμάκου θεραπεύεται ριζικῶς ἡ βλεννόρροια καὶ πᾶσα ἐκροὴ τῆς οὐρήθρας. — [1336, 1831, 1552, 1890]
paragraph: Ὑπερβαίνουν λοιπὸν οἱ Γερμανοὶ τὸ ἔλλειμμα κατ' ἄτομον ἕνα 4% κατὰ τὰ δύο ἔτη. Ἡ Ἀγγλία πληρώνει μόνον 2½% καὶ ἡ Γαλλία 3%. Ἡ Γερμανία ἔχει προσέτι κολοσσιαῖα χρέη ἀνερχόμενα εἰς 1600 ἑκατομμύρια. — [328, 1999, 559, 2138]
paragraph: — Δὲν ἠμπορεῖ νὰ εἶναι ἄλλος, ἔπρεπε νὰ ἐξήγαγε τὴν καρδίαν του. — [1076, 1837, 1309, 1888]
ad-title: ΕΙΔΟΠΟΙΗΣΙΣ — [1364, 1498, 1524, 1523]
advertisement-watches — [826, 983, 1059, 1321]
paragraph: Καὶ ὁ ἄνθρωπος αὐτὸς ἦτο εἰς ἀλλιτεχνίας, ὁ ἄνθρωπος αὐτὸς εἰς ὅλας τὰς συνοικίας. — [1076, 1004, 1309, 1055]
table-cell: 13 — [990, 2041, 1010, 2059]
paragraph: Ὅλα αὐτὰ μὲ διέθεσαν κακῶς καὶ μέχρι τῆς στιγμῆς καθ' ἣν εὑρέθημεν εἰς τὸν τελευταῖον θάλαμον δὲν ἠδυνήθην νὰ ἐννοήσω ποῖος ἦτο ὁ σκοπὸς τῶν περιστάσεων αὐτῶν. — [576, 622, 809, 725]
paragraph: Ὁ Πρόεδρος καὶ τοῦτον ἀπελθόντος ἐν ἀπουσίᾳ αὐτοῦ καὶ τοῦ ἀρχαιοτέρου τῆς παρούσης ὁ δικαστὴς Κουμάνης. — [826, 822, 1059, 890]
story-note: (Συνέχεια ἐκ τοῦ χθεσινοῦ καὶ τέλος) — [88, 839, 301, 853]
paragraph: — Ὅσον ἀφορᾷ αὐτὸ εἶσθε ἥσυχος. — [576, 1518, 809, 1552]
paragraph: Μετὰ τοῦτο ὁ ἐπὶ τῆς θύρας ἱστάμενος μοναχὸς ἔνευσεν εἰς τὸν Νικόλαν νὰ εἰσέλθῃ μόνος, καὶ ἐγὼ ἔμεινα ἔξω περιμένων. — [576, 1712, 809, 1780]
paragraph: Ἠξεύρετε λοιπὸν σ' εὐχαριστῶν δι' ὅτι ἔκαμες εἰς ἐκεῖ δάκρυα, νὰ σοῦ εἴπω πόσον ἡ εὐτυχία σου μὲ καθιστᾷ εὐτυχῆ. Εἰς τὰ τρίχινα τῆς καρδίας ἐκεῖνα ἀνέλυσε τῆς ἀσυνήθους… — [328, 347, 559, 450]
ad-title: ΑΝΑΓΚΑΙΑ ΔΗΛΩΣΙΣ — [1344, 1025, 1544, 1046]
divider — [78, 703, 311, 705]
paragraph: — Εἶμαι βέβαιος ὅτι δὲν φοβεῖσθε ; — [576, 1477, 809, 1511]
